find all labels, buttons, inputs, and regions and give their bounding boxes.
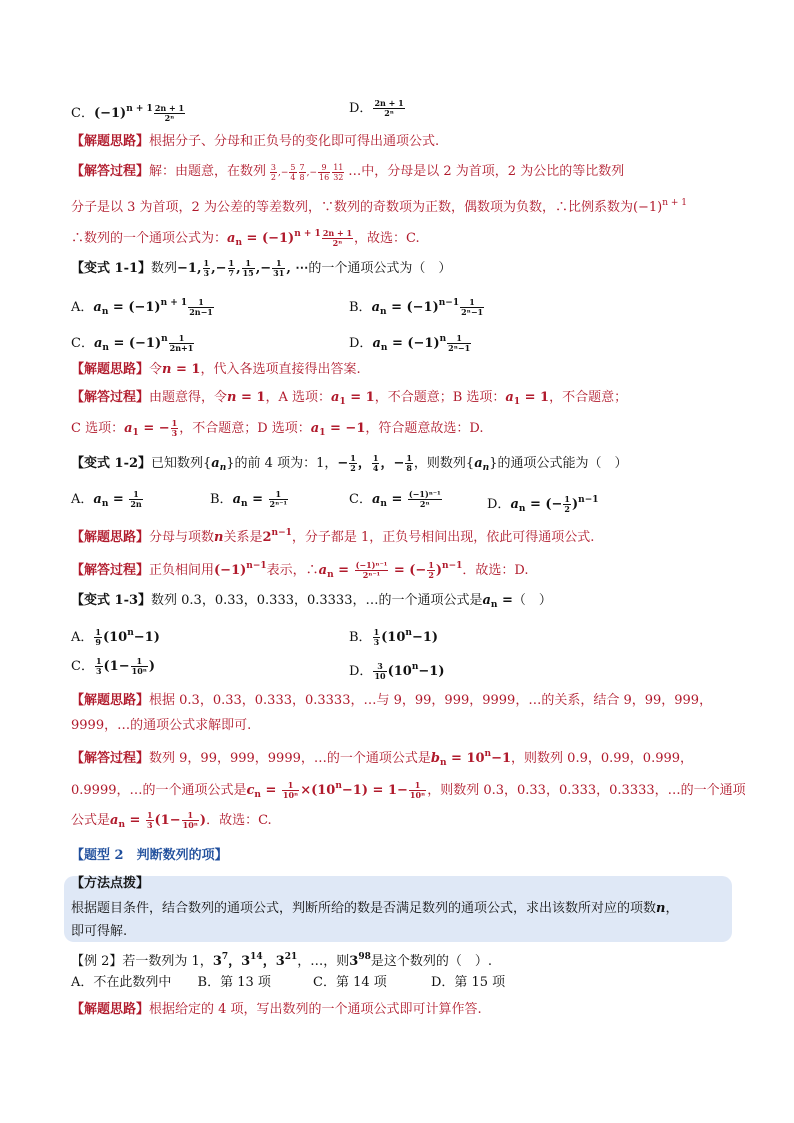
- stem-text: 已知数列{: [151, 456, 212, 471]
- v11-stem: [71, 259, 451, 279]
- proc-text: 解：由题意，在数列: [149, 164, 267, 179]
- proc-tag: 【解答过程】: [71, 390, 150, 405]
- hint-tag: 【解题思路】: [71, 362, 150, 377]
- hint-text: 根据分子、分母和正负号的变化即可得出通项公式.: [149, 134, 440, 149]
- v11-option-d: D．$a_n = (-1)^n$ $\frac{1}{\text{2ⁿ−1}}$: [349, 333, 471, 353]
- v12-option-b: B．$a_n$ = $\frac{1}{\text{2ⁿ⁻¹}}$: [210, 489, 287, 509]
- option-label: A．: [71, 492, 94, 507]
- question-tag: 【例 2】: [71, 954, 123, 969]
- proc-prev-3: [71, 224, 420, 253]
- v12-hint: 【解题思路】分母与项数n关系是$2^{n-1}$，分子都是 1，正负号相间出现，依此可得通项公式.: [71, 528, 595, 545]
- proc-text: 由题意得，令: [149, 390, 228, 405]
- proc-text: ，不合题意；D 选项：: [179, 421, 311, 436]
- v12-option-d: D．$a_n$ = (− $\frac{1}{2}$ )$^{n-1}$: [487, 494, 599, 514]
- stem-text: }的通项公式能为（ ）: [489, 456, 628, 471]
- question-tag: 【变式 1-2】: [71, 456, 152, 471]
- v13-option-d: D． $\frac{3}{10}$ $(10^n-1)$: [349, 661, 445, 681]
- stem-text: ，则数列{: [413, 456, 475, 471]
- fraction: $\frac{2n + 1}{\text{2ⁿ}}$: [374, 98, 404, 118]
- v13-proc-2: 0.9999，…的一个通项公式是$c_n$ = $\frac{1}{\text{10ⁿ}}$ $\times(10^n-1) = 1-$ $\frac{1}{\text{10ⁿ}}$ ，则数列 0.3，0.33，0.333，0.3333，…的一个通项: [71, 780, 746, 800]
- proc-prev-2: [71, 193, 687, 218]
- option-c-prev: [71, 99, 186, 124]
- proc-text: 分子是以 3 为首项，2 为公差的等差数列，∵数列的奇数项为正数，偶数项为负数，∴比例系数为(−1): [71, 200, 663, 215]
- stem-text: 是这个数列的（ ）.: [370, 954, 493, 969]
- sequence: −1, $\frac{1}{3}$ ,− $\frac{1}{7}$ , $\frac{1}{15}$ ,− $\frac{1}{31}$ , ⋯: [177, 258, 309, 278]
- v13-option-b: B． $\frac{1}{3}$ $(10^n-1)$: [349, 627, 439, 647]
- option-b: B．第 13 项: [197, 975, 271, 990]
- option-label: B．: [349, 300, 372, 315]
- option-label: D．: [349, 101, 373, 116]
- fraction: $\frac{2n + 1}{\text{2ⁿ}}$: [154, 103, 185, 123]
- hint-text: 令: [149, 362, 163, 377]
- sequence-fracs: $\frac{3}{2}$ ,− $\frac{5}{4}$ $\frac{7}{8}$ ,− $\frac{9}{16}$ $\frac{11}{32}$: [270, 163, 344, 182]
- exponent: n + 1: [126, 104, 153, 114]
- proc-text: ，则数列 0.3，0.33，0.333，0.3333，…的一个通项: [427, 783, 746, 798]
- option-label: C．: [71, 106, 94, 121]
- question-tag: 【变式 1-1】: [71, 261, 152, 276]
- stem-text: }的前 4 项为：1，: [226, 456, 338, 471]
- proc-text: ，A 选项：: [265, 390, 332, 405]
- proc-text: …中，分母是以 2 为首项，2 为公比的等比数列: [348, 164, 625, 179]
- v13-hint-1: [71, 691, 712, 711]
- v13-hint-2: [71, 716, 251, 736]
- option-c: C．第 14 项: [313, 975, 387, 990]
- option-a: A．不在此数列中: [71, 975, 172, 990]
- proc-text: 数列 9，99，999，9999，…的一个通项公式是: [149, 751, 431, 766]
- hint-text: 9999，…的通项公式求解即可.: [71, 718, 252, 733]
- v13-stem: 【变式 1-3】数列 0.3，0.33，0.333，0.3333，…的一个通项公式是$a_n$ =（ ）: [71, 593, 552, 610]
- v12-proc: 【解答过程】正负相间用$(-1)^{n-1}$表示，$\therefore a_n$ = $\frac{\text{(−1)ⁿ⁻¹}}{\text{2ⁿ⁻¹}}$ = (− $\frac{1}{2}$ )$^{n-1}$．故选：D.: [71, 560, 529, 580]
- option-label: D．: [349, 664, 373, 679]
- method-var: n: [656, 901, 666, 916]
- v12-stem: 【变式 1-2】已知数列$\{a_n\}$的前 4 项为：1，− $\frac{1}{2}$ ， $\frac{1}{4}$ ，− $\frac{1}{8}$ ，则数列$\{a_n\}$的通项公式能为（ ）: [71, 453, 628, 473]
- v13-option-c: C． $\frac{1}{3}$ (1− $\frac{1}{\text{10ⁿ}}$ ): [71, 656, 156, 676]
- stem-text: （ ）: [512, 593, 552, 608]
- hint-text: 根据 0.3，0.33，0.333，0.3333，…与 9，99，999，9999，…的关系，结合 9，99，999，: [149, 693, 713, 708]
- v11-option-a: A．$a_n = (-1)^{n + 1}$ $\frac{1}{2n-1}$: [71, 297, 213, 317]
- v11-hint: 【解题思路】令n = 1，代入各选项直接得出答案.: [71, 362, 361, 377]
- proc-text: ∴数列的一个通项公式为：: [71, 231, 228, 246]
- exponent: n + 1: [662, 198, 688, 208]
- hint-tag: 【解题思路】: [71, 693, 150, 708]
- method-line-1: [71, 899, 678, 919]
- hint-text: 分母与项数: [149, 530, 215, 545]
- v12-option-a: A．$a_n$ = $\frac{1}{2n}$: [71, 489, 142, 509]
- proc-text: ，则数列 0.9，0.99，0.999，: [511, 751, 694, 766]
- proc-text: ，不合题意；B 选项：: [374, 390, 506, 405]
- proc-text: 0.9999，…的一个通项公式是: [71, 783, 247, 798]
- hint-text: ，分子都是 1，正负号相间出现，依此可得通项公式.: [291, 530, 595, 545]
- section-title: [71, 846, 228, 866]
- v12-option-c: C．$a_n$ = $\frac{\text{(−1)ⁿ⁻¹}}{\text{2ⁿ}}$: [349, 489, 441, 509]
- method-text: 即可得解.: [71, 924, 128, 939]
- hint-tag: 【解题思路】: [71, 530, 150, 545]
- v11-option-c: C．$a_n = (-1)^n$ $\frac{1}{2n+1}$: [71, 333, 194, 353]
- stem-text: 若一数列为 1，: [122, 954, 213, 969]
- hint-text: 关系是: [223, 530, 263, 545]
- option-label: C．: [71, 336, 94, 351]
- option-label: D．: [349, 336, 373, 351]
- formula: $a_n = (-1)^{n + 1}$ $\frac{2n + 1}{\text{2ⁿ}}$: [227, 228, 353, 248]
- v13-proc-1: 【解答过程】数列 9，99，999，9999，…的一个通项公式是$b_n = 10^n-1$，则数列 0.9，0.99，0.999，: [71, 749, 694, 768]
- option-label: A．: [71, 630, 94, 645]
- proc-text: 表示，∴: [266, 563, 319, 578]
- hint-text: 根据给定的 4 项，写出数列的一个通项公式即可计算作答.: [149, 1002, 482, 1017]
- proc-text: C 选项：: [71, 421, 125, 436]
- stem-text: 的一个通项公式为（ ）: [308, 261, 452, 276]
- question-tag: 【变式 1-3】: [71, 593, 152, 608]
- proc-text: 正负相间用: [149, 563, 215, 578]
- math-expr: (−1): [93, 106, 127, 121]
- option-label: B．: [349, 630, 372, 645]
- v13-proc-3: 公式是$a_n$ = $\frac{1}{3}$ (1− $\frac{1}{\text{10ⁿ}}$ )．故选：C.: [71, 810, 272, 830]
- v11-option-b: B．$a_n = (-1)^{n-1}$ $\frac{1}{\text{2ⁿ−1}}$: [349, 297, 484, 317]
- option-label: C．: [349, 492, 372, 507]
- proc-text: ．故选：D.: [462, 563, 529, 578]
- v11-proc-2: C 选项：$a_1$ = − $\frac{1}{3}$ ，不合题意；D 选项：$a_1 = -1$，符合题意故选：D.: [71, 418, 484, 438]
- proc-text: ，不合题意；: [549, 390, 628, 405]
- proc-tag: 【解答过程】: [71, 563, 150, 578]
- method-line-2: [71, 922, 127, 942]
- method-text: 根据题目条件，结合数列的通项公式，判断所给的数是否满足数列的通项公式，求出该数所对应的项数: [71, 901, 657, 916]
- v11-proc-1: 【解答过程】由题意得，令n = 1，A 选项：$a_1 = 1$，不合题意；B 选项：$a_1 = 1$，不合题意；: [71, 390, 628, 407]
- option-label: C．: [71, 659, 94, 674]
- proc-tag: 【解答过程】: [71, 164, 150, 179]
- hint-tag: 【解题思路】: [71, 1002, 150, 1017]
- stem-text: 数列 0.3，0.33，0.333，0.3333，…的一个通项公式是: [151, 593, 483, 608]
- v13-option-a: A． $\frac{1}{9}$ $(10^n-1)$: [71, 627, 160, 647]
- method-title-text: 【方法点拨】: [71, 876, 150, 891]
- method-title: [71, 874, 149, 894]
- section-title-text: 【题型 2 判断数列的项】: [71, 848, 228, 863]
- ex2-hint: [71, 1000, 482, 1020]
- option-label: D．: [487, 497, 511, 512]
- proc-tag: 【解答过程】: [71, 751, 150, 766]
- option-label: A．: [71, 300, 94, 315]
- option-d-prev: [349, 99, 406, 119]
- ex2-stem: 【例 2】若一数列为 1，$3^7$，$3^{14}$，$3^{21}$，…，则$3^{98}$是这个数列的（ ）.: [71, 952, 493, 969]
- proc-prev-1: [71, 162, 624, 183]
- proc-text: 公式是: [71, 813, 111, 828]
- option-d: D．第 15 项: [430, 975, 506, 990]
- proc-text: ，故选：C.: [354, 231, 420, 246]
- option-label: B．: [210, 492, 233, 507]
- proc-text: ．故选：C.: [206, 813, 272, 828]
- ex2-options: [71, 973, 505, 993]
- hint-prev: [71, 132, 439, 152]
- hint-tag: 【解题思路】: [71, 134, 150, 149]
- stem-text: 数列: [151, 261, 178, 276]
- proc-text: ，符合题意故选：D.: [365, 421, 484, 436]
- method-text: ，: [665, 901, 679, 916]
- stem-text: ，…，则: [297, 954, 350, 969]
- hint-text: ，代入各选项直接得出答案.: [200, 362, 361, 377]
